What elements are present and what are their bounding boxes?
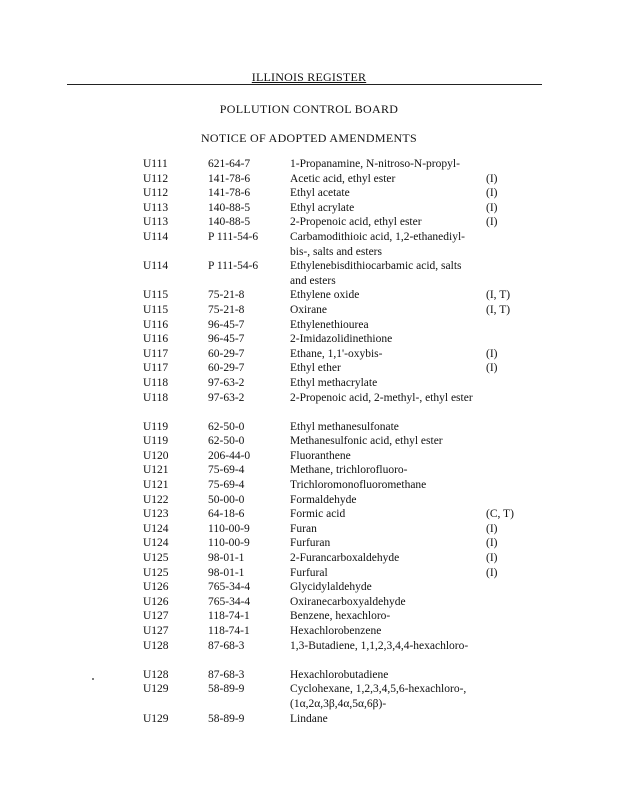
waste-code: U113 — [143, 201, 169, 214]
waste-code: U123 — [143, 508, 169, 521]
substance-name: Carbamodithioic acid, 1,2-ethanediyl-bis-, salts and esters — [290, 230, 465, 258]
substance-name: Hexachlorobenzene — [290, 625, 382, 637]
hazard-code: (I) — [486, 522, 498, 535]
table-row — [0, 391, 618, 420]
cas-number: 140-88-5 — [208, 216, 251, 229]
waste-code: U114 — [143, 230, 169, 243]
table-row — [0, 551, 618, 566]
table-row — [0, 172, 618, 187]
waste-code: U114 — [143, 260, 169, 273]
table-row — [0, 493, 618, 508]
waste-code: U115 — [143, 289, 169, 302]
table-row — [0, 332, 618, 347]
waste-code: U111 — [143, 158, 168, 170]
hazard-code: (I) — [486, 537, 498, 550]
hazard-code: (I) — [486, 566, 498, 579]
substance-name: Trichloromonofluoromethane — [290, 479, 427, 492]
substance-name: Fluoranthene — [290, 449, 351, 462]
substance-name: 2-Furancarboxaldehyde — [290, 552, 400, 565]
substance-name: Ethyl acetate — [290, 187, 350, 200]
waste-code: U118 — [143, 376, 169, 389]
substance-name: Oxiranecarboxyaldehyde — [290, 595, 406, 608]
table-row — [0, 624, 618, 639]
hazard-code: (I) — [486, 216, 498, 229]
cas-number: P 111-54-6 — [208, 260, 259, 273]
substance-name: Furfural — [290, 566, 328, 579]
cas-number: 96-45-7 — [208, 318, 245, 331]
cas-number: 62-50-0 — [208, 420, 245, 433]
substance-name: Furfuran — [290, 537, 331, 550]
table-row — [0, 259, 618, 288]
cas-number: 97-63-2 — [208, 391, 245, 404]
waste-code: U121 — [143, 479, 169, 492]
waste-code: U119 — [143, 435, 169, 448]
substance-name: 1-Propanamine, N-nitroso-N-propyl- — [290, 158, 460, 170]
table-row — [0, 420, 618, 435]
table-row — [0, 157, 618, 172]
waste-code: U115 — [143, 303, 169, 316]
cas-number: 60-29-7 — [208, 362, 245, 375]
cas-number: 621-64-7 — [208, 158, 251, 170]
scan-speck — [92, 678, 94, 680]
substance-name: 2-Propenoic acid, 2-methyl-, ethyl ester — [290, 391, 473, 404]
table-row — [0, 449, 618, 464]
waste-code: U127 — [143, 610, 169, 623]
substance-name: Methane, trichlorofluoro- — [290, 464, 408, 477]
substance-name: Benzene, hexachloro- — [290, 610, 391, 623]
cas-number: P 111-54-6 — [208, 230, 259, 243]
waste-code: U124 — [143, 522, 169, 535]
substance-name: Ethane, 1,1'-oxybis- — [290, 347, 383, 360]
substance-name: Acetic acid, ethyl ester — [290, 172, 396, 185]
cas-number: 87-68-3 — [208, 668, 245, 681]
table-row — [0, 463, 618, 478]
cas-number: 75-69-4 — [208, 479, 245, 492]
hazard-code: (I, T) — [486, 289, 511, 302]
hazard-code: (I) — [486, 172, 498, 185]
notice-title: NOTICE OF ADOPTED AMENDMENTS — [200, 131, 418, 145]
cas-number: 118-74-1 — [208, 610, 250, 623]
waste-code: U128 — [143, 668, 169, 681]
hazard-code: (I) — [486, 347, 498, 360]
waste-code: U120 — [143, 449, 169, 462]
waste-code: U112 — [143, 187, 169, 200]
substance-name: 1,3-Butadiene, 1,1,2,3,4,4-hexachloro- — [290, 639, 469, 652]
cas-number: 87-68-3 — [208, 639, 245, 652]
cas-number: 765-34-4 — [208, 595, 251, 608]
substance-name: Ethylenebisdithiocarbamic acid, salts and esters — [290, 260, 462, 287]
table-row — [0, 566, 618, 581]
table-row — [0, 361, 618, 376]
cas-number: 60-29-7 — [208, 347, 245, 360]
hazard-code: (I, T) — [486, 303, 511, 316]
waste-code: U117 — [143, 362, 169, 375]
table-row — [0, 478, 618, 493]
table-row — [0, 507, 618, 522]
table-row — [0, 609, 618, 624]
cas-number: 140-88-5 — [208, 201, 251, 214]
waste-code: U129 — [143, 712, 169, 725]
waste-code: U117 — [143, 347, 169, 360]
hazard-code: (C, T) — [486, 508, 514, 521]
waste-code: U119 — [143, 420, 169, 433]
table-row — [0, 522, 618, 537]
register-title: ILLINOIS REGISTER — [251, 70, 367, 84]
waste-code: U129 — [143, 683, 169, 696]
cas-number: 98-01-1 — [208, 552, 245, 565]
waste-code: U125 — [143, 566, 169, 579]
waste-code: U112 — [143, 172, 169, 185]
substance-name: Ethylene oxide — [290, 289, 360, 302]
cas-number: 62-50-0 — [208, 435, 245, 448]
waste-code: U121 — [143, 464, 169, 477]
table-row — [0, 536, 618, 551]
hazard-code: (I) — [486, 362, 498, 375]
waste-code: U128 — [143, 639, 169, 652]
substance-name: Glycidylaldehyde — [290, 581, 372, 594]
table-row — [0, 347, 618, 362]
substance-name: Ethyl methanesulfonate — [290, 420, 399, 433]
substance-name: 2-Imidazolidinethione — [290, 333, 393, 346]
waste-code: U127 — [143, 625, 169, 637]
cas-number: 141-78-6 — [208, 187, 251, 200]
waste-code: U113 — [143, 216, 169, 229]
board-name: POLLUTION CONTROL BOARD — [219, 102, 399, 116]
substance-name: Cyclohexane, 1,2,3,4,5,6-hexachloro-, (1α,2α,3β,4α,5α,6β)- — [290, 683, 467, 710]
header-rule — [67, 84, 542, 85]
cas-number: 97-63-2 — [208, 376, 245, 389]
substance-name: Ethyl ether — [290, 362, 341, 375]
hazard-code: (I) — [486, 187, 498, 200]
hazard-code: (I) — [486, 201, 498, 214]
table-row — [0, 682, 618, 711]
cas-number: 98-01-1 — [208, 566, 245, 579]
substance-name: 2-Propenoic acid, ethyl ester — [290, 216, 422, 229]
table-row — [0, 376, 618, 391]
table-row — [0, 712, 618, 727]
waste-code-table — [0, 157, 618, 726]
substance-name: Formaldehyde — [290, 493, 357, 506]
waste-code: U122 — [143, 493, 169, 506]
substance-name: Formic acid — [290, 508, 346, 521]
table-row — [0, 668, 618, 683]
cas-number: 64-18-6 — [208, 508, 245, 521]
table-row — [0, 434, 618, 449]
cas-number: 75-69-4 — [208, 464, 245, 477]
cas-number: 75-21-8 — [208, 303, 245, 316]
substance-name: Oxirane — [290, 303, 328, 316]
substance-name: Ethyl methacrylate — [290, 376, 378, 389]
substance-name: Ethyl acrylate — [290, 201, 355, 214]
waste-code: U126 — [143, 595, 169, 608]
table-row — [0, 186, 618, 201]
waste-code: U125 — [143, 552, 169, 565]
substance-name: Lindane — [290, 712, 328, 725]
table-row — [0, 580, 618, 595]
table-row — [0, 639, 618, 668]
table-row — [0, 595, 618, 610]
cas-number: 50-00-0 — [208, 493, 245, 506]
hazard-code: (I) — [486, 552, 498, 565]
table-row — [0, 230, 618, 259]
substance-name: Hexachlorobutadiene — [290, 668, 389, 681]
waste-code: U124 — [143, 537, 169, 550]
cas-number: 206-44-0 — [208, 449, 251, 462]
cas-number: 110-00-9 — [208, 522, 250, 535]
cas-number: 110-00-9 — [208, 537, 250, 550]
table-row — [0, 303, 618, 318]
substance-name: Furan — [290, 522, 317, 535]
table-row — [0, 201, 618, 216]
substance-name: Methanesulfonic acid, ethyl ester — [290, 435, 443, 448]
cas-number: 118-74-1 — [208, 625, 250, 637]
cas-number: 141-78-6 — [208, 172, 251, 185]
cas-number: 75-21-8 — [208, 289, 245, 302]
cas-number: 58-89-9 — [208, 712, 245, 725]
table-row — [0, 215, 618, 230]
waste-code: U116 — [143, 333, 169, 346]
waste-code: U126 — [143, 581, 169, 594]
table-row — [0, 318, 618, 333]
substance-name: Ethylenethiourea — [290, 318, 369, 331]
cas-number: 58-89-9 — [208, 683, 245, 696]
waste-code: U118 — [143, 391, 169, 404]
cas-number: 96-45-7 — [208, 333, 245, 346]
waste-code: U116 — [143, 318, 169, 331]
cas-number: 765-34-4 — [208, 581, 251, 594]
table-row — [0, 288, 618, 303]
